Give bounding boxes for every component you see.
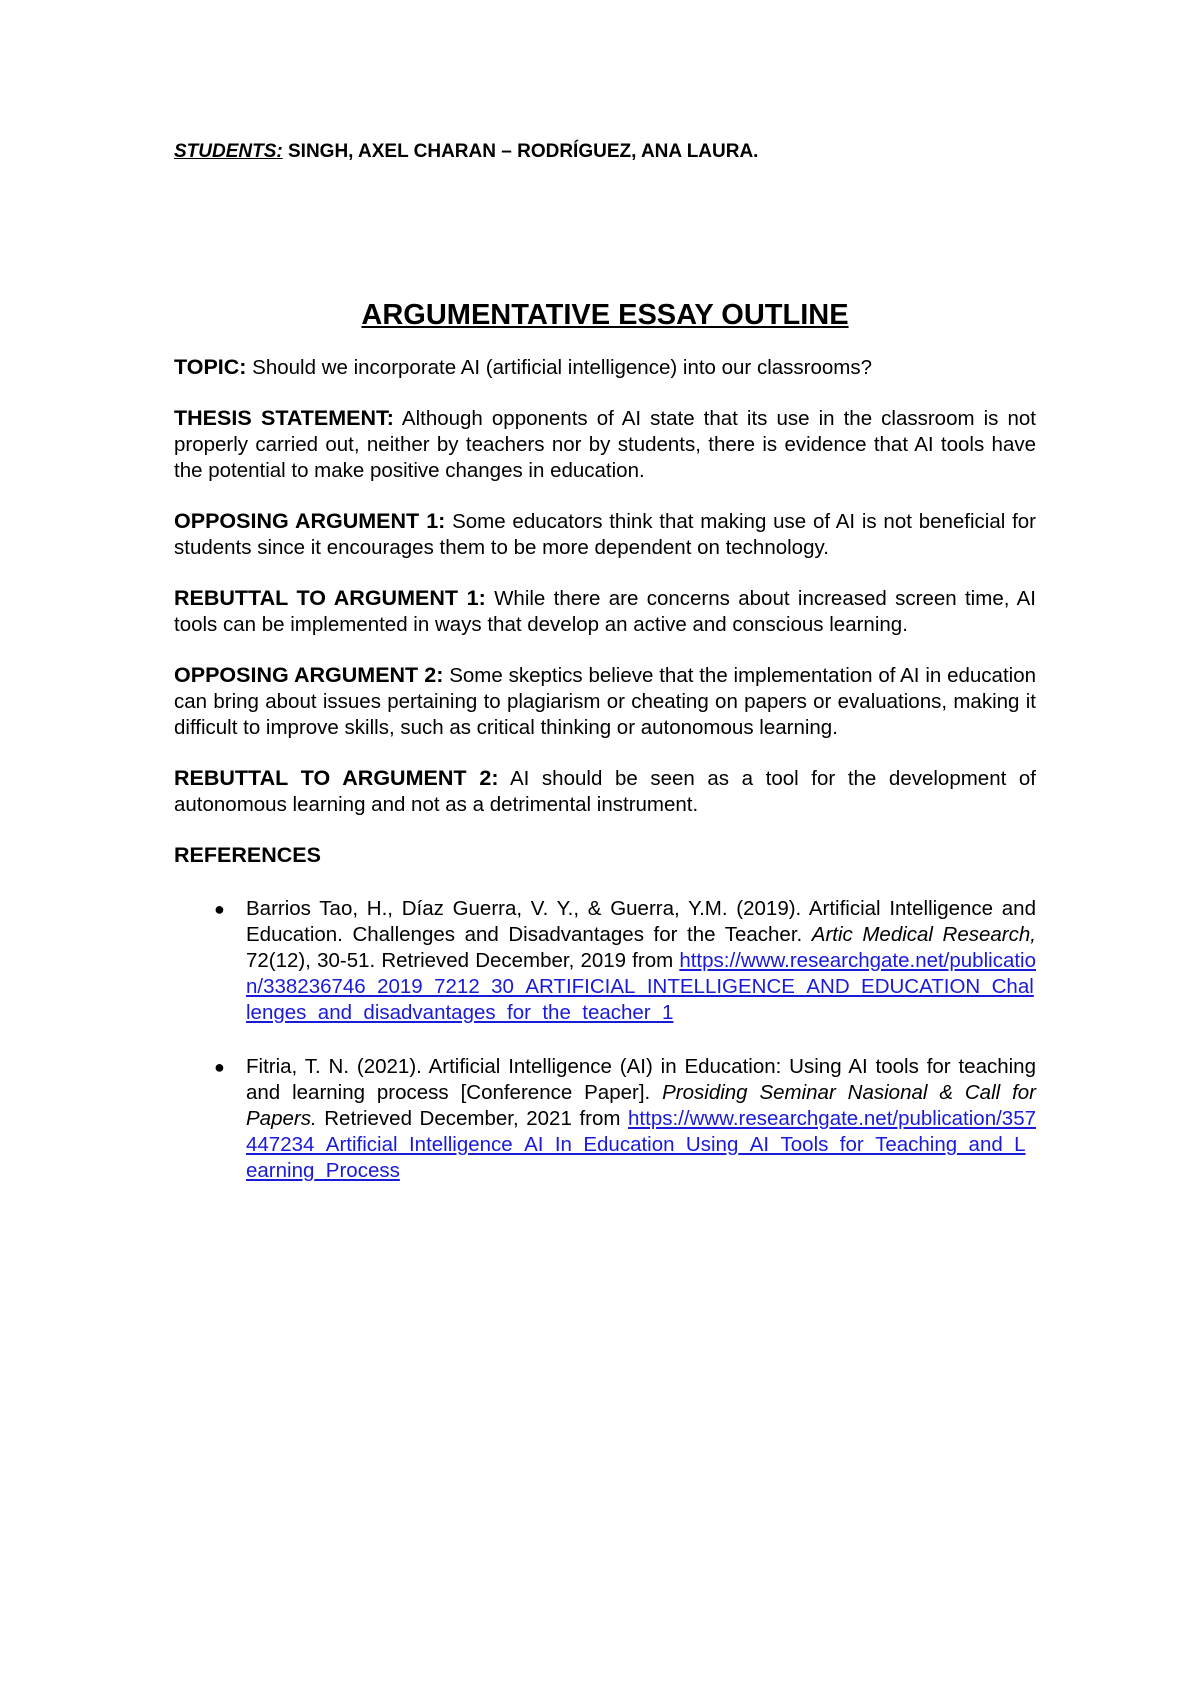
reference-text: Fitria, T. N. (2021). Artificial Intelligence (AI) in Education: Using AI tools for teaching and learning process [Conference Paper].: [246, 1055, 1036, 1104]
thesis-text: Although opponents of AI state that its use in the classroom is not properly carried out, neither by teachers nor by students, there is evidence that AI tools have the potential to make positive changes in education.: [174, 407, 1036, 482]
opposing-argument-1-text: Some educators think that making use of AI is not beneficial for students since it encourages them to be more dependent on technology.: [174, 510, 1036, 559]
rebuttal-1-paragraph: [174, 585, 1036, 638]
reference-details: Retrieved December, 2021 from: [316, 1107, 629, 1130]
students-label: STUDENTS:: [174, 141, 283, 162]
reference-journal: Prosiding Seminar Nasional & Call for Papers.: [246, 1081, 1036, 1130]
references-heading: REFERENCES: [174, 843, 321, 867]
rebuttal-1-text: While there are concerns about increased screen time, AI tools can be implemented in ways that develop an active and conscious learning.: [174, 587, 1036, 636]
opposing-argument-1-paragraph: [174, 508, 1036, 561]
reference-item: [174, 1054, 1036, 1184]
document-title: ARGUMENTATIVE ESSAY OUTLINE: [361, 299, 849, 331]
bullet-icon: ●: [214, 1057, 225, 1077]
reference-link[interactable]: https://www.researchgate.net/publication/338236746_2019_7212_30_ARTIFICIAL_INTELLIGENCE_AND_EDUCATION_Challenges_and_disadvantages_for_the_teacher_1: [246, 949, 1036, 1024]
reference-text: Barrios Tao, H., Díaz Guerra, V. Y., & Guerra, Y.M. (2019). Artificial Intelligence and Education. Challenges and Disadvantages for the Teacher.: [246, 897, 1036, 946]
rebuttal-2-text: AI should be seen as a tool for the development of autonomous learning and not as a detrimental instrument.: [174, 767, 1036, 816]
thesis-heading: THESIS STATEMENT:: [174, 406, 394, 430]
bullet-icon: ●: [214, 899, 225, 919]
students-line: [174, 140, 1036, 164]
opposing-argument-1-heading: OPPOSING ARGUMENT 1:: [174, 509, 446, 533]
rebuttal-2-paragraph: [174, 765, 1036, 818]
opposing-argument-2-text: Some skeptics believe that the implementation of AI in education can bring about issues pertaining to plagiarism or cheating on papers or evaluations, making it difficult to improve skills, such as critical thinking or autonomous learning.: [174, 664, 1036, 739]
rebuttal-2-heading: REBUTTAL TO ARGUMENT 2:: [174, 766, 499, 790]
opposing-argument-2-paragraph: [174, 662, 1036, 741]
document-page: [174, 140, 1036, 1212]
opposing-argument-2-heading: OPPOSING ARGUMENT 2:: [174, 663, 444, 687]
reference-journal: Artic Medical Research,: [811, 923, 1036, 946]
reference-details: 72(12), 30-51. Retrieved December, 2019 from: [246, 949, 680, 972]
reference-item: [174, 896, 1036, 1026]
topic-heading: TOPIC:: [174, 355, 247, 379]
topic-paragraph: [174, 354, 1036, 381]
thesis-paragraph: [174, 405, 1036, 484]
references-list: [174, 896, 1036, 1184]
reference-link[interactable]: https://www.researchgate.net/publication/357447234_Artificial_Intelligence_AI_In_Education_Using_AI_Tools_for_Teaching_and_Learning_Process: [246, 1107, 1036, 1182]
topic-text: Should we incorporate AI (artificial intelligence) into our classrooms?: [246, 356, 873, 379]
students-names: SINGH, AXEL CHARAN – RODRÍGUEZ, ANA LAURA.: [282, 141, 759, 162]
rebuttal-1-heading: REBUTTAL TO ARGUMENT 1:: [174, 586, 486, 610]
